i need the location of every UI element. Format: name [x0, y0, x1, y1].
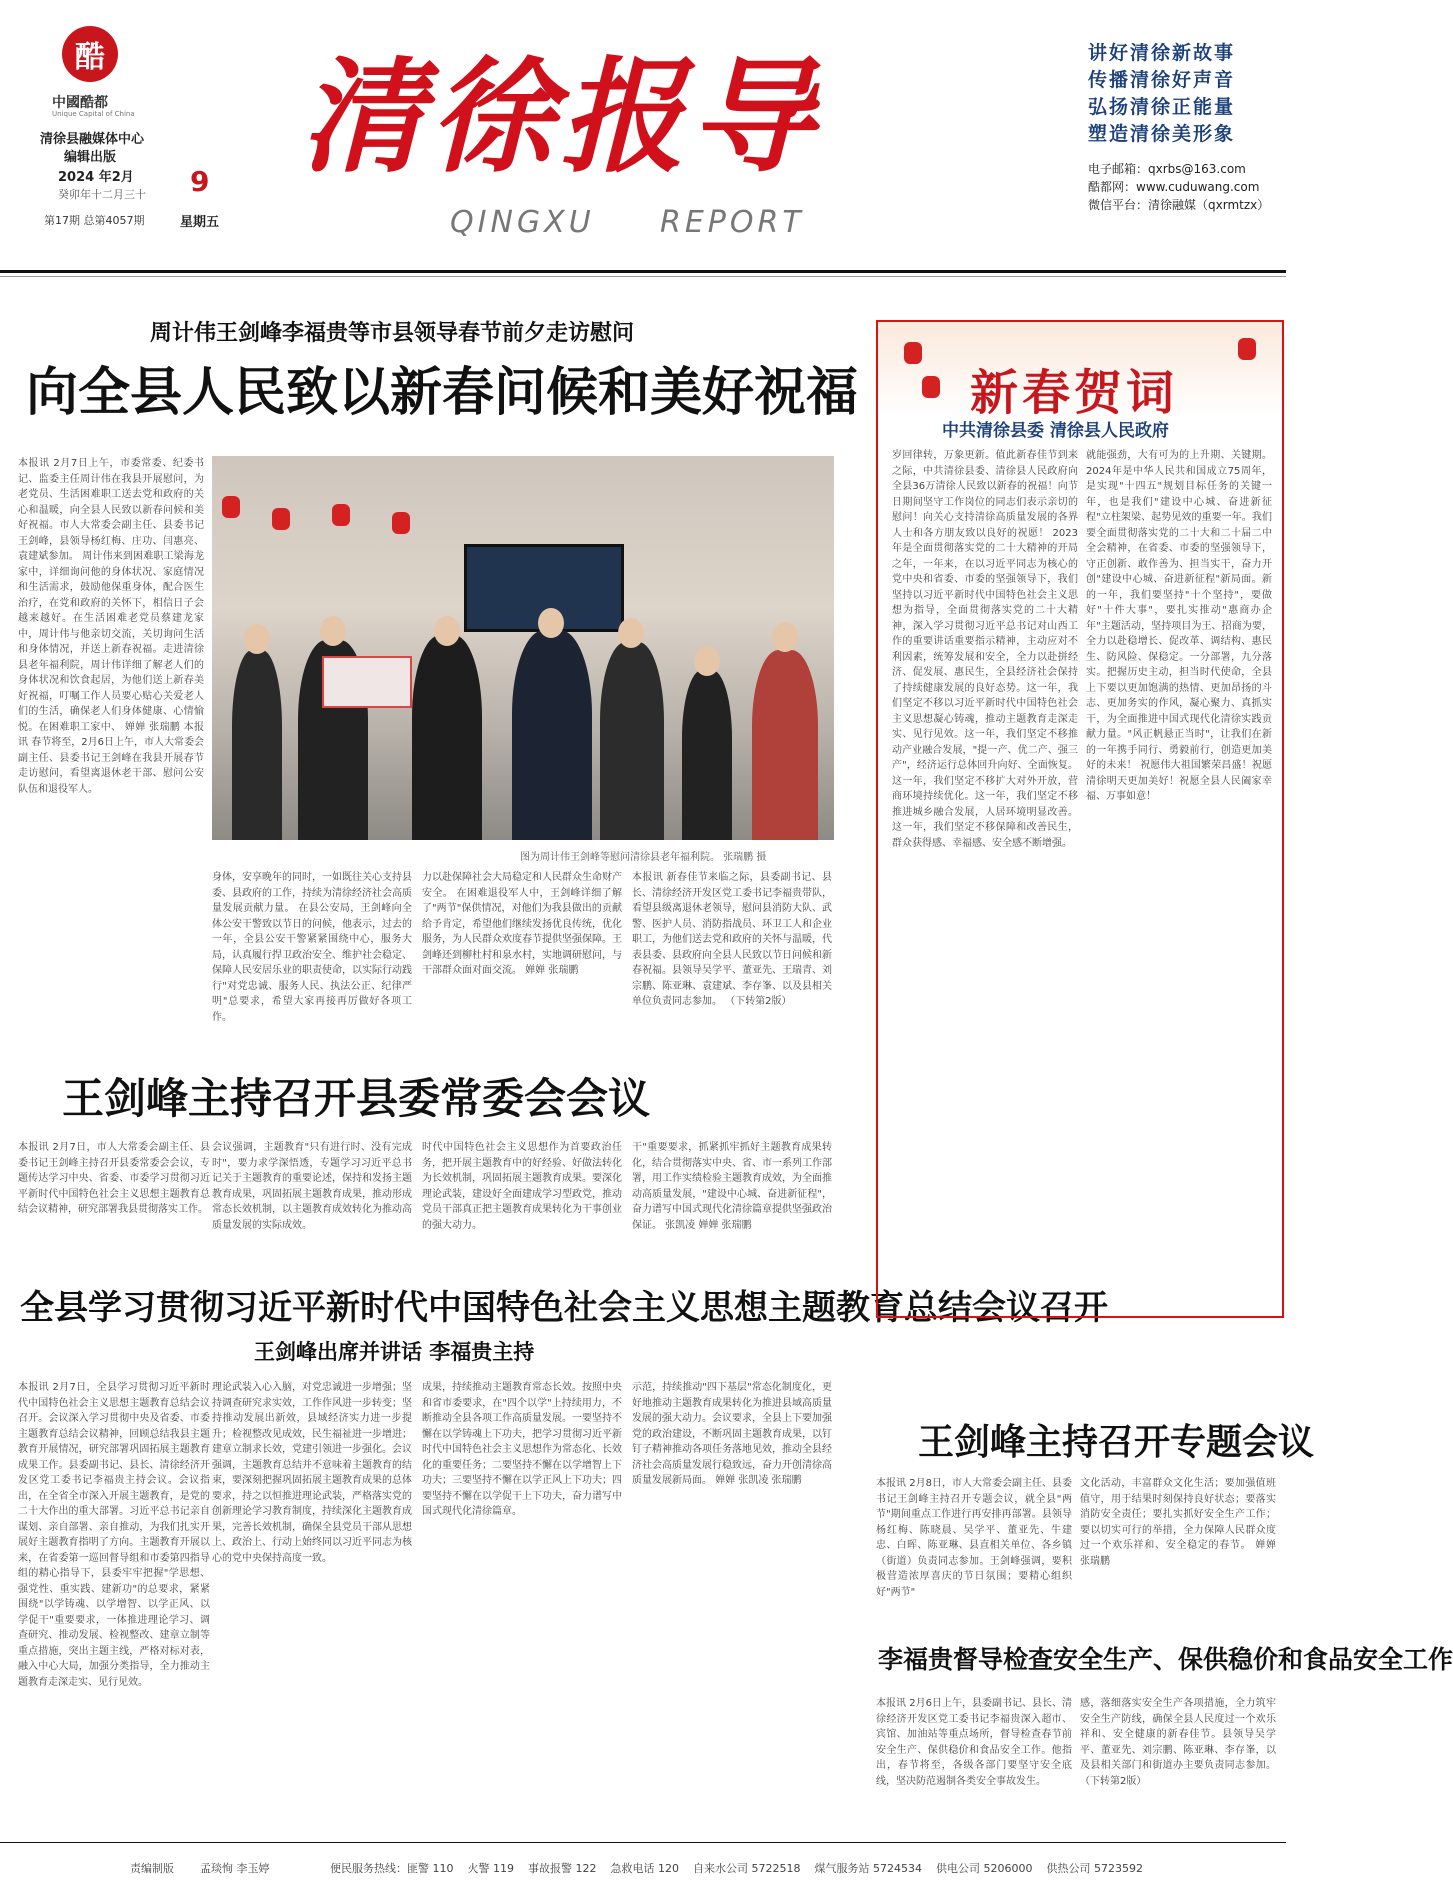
- hotline: 煤气服务站 5724534: [814, 1862, 922, 1875]
- header-rule-thin: [0, 276, 1286, 277]
- story4-col-2: 文化活动，丰富群众文化生活；要加强值班值守，用于结果时刻保持良好状态；要落实消防安全责任；要扎实抓好安全生产工作；要以切实可行的举措，全力保障人民群众度过一个欢乐祥和、安全稳定的春节。 婵婵 张瑞鹏: [1080, 1478, 1276, 1567]
- hotline: 供电公司 5206000: [936, 1862, 1033, 1875]
- hotline: 便民服务热线：匪警 110: [330, 1862, 454, 1875]
- story2-col-3: 时代中国特色社会主义思想作为首要政治任务，把开展主题教育中的好经验、好做法转化为长效机制，巩固拓展主题教育成果。要深化理论武装，建设好全面建成学习型政党，推动党员干部真正把主题教育成果转化为干事创业的强大动力。: [422, 1142, 622, 1231]
- lantern-icon: [922, 376, 940, 398]
- donation-board: [322, 656, 412, 708]
- person: [600, 642, 664, 840]
- new-year-greeting-box: [876, 320, 1284, 1318]
- photo-caption: 图为周计伟王剑峰等慰问清徐县老年福利院。 张瑞鹏 摄: [520, 852, 767, 863]
- person: [682, 670, 732, 840]
- head: [772, 622, 798, 652]
- hotline: 火警 119: [467, 1862, 514, 1875]
- greeting-col-2: 就能强劲，大有可为的上升期、关键期。2024年是中华人民共和国成立75周年，是实现"十四五"规划目标任务的关键一年，也是我们"建设中心城、奋进新征程"立柱架梁、起势见效的重要一年。我们要全面贯彻落实党的二十大和二十届二中全会精神，在省委、市委的坚强领导下，守正创新、敢作善为、担当实干，奋力开创"建设中心城、奋进新征程"新局面。新的一年，我们要坚持"十个坚持"，要做好"十件大事"，要扎实推动"惠商办企年"主题活动，坚持项目为王、招商为要，全力以赴稳增长、促改革、调结构、惠民生、防风险、保稳定。一分部署，九分落实。把握历史主动，担当时代使命，全县上下要以更加饱满的热情、更加昂扬的斗志、更加务实的作风，凝心聚力、真抓实干，为全面推进中国式现代化清徐实践贡献力量。"风正帆悬正当时"，让我们在新的一年携手同行、勇毅前行，创造更加美好的未来！ 祝愿伟大祖国繁荣昌盛！祝愿清徐明天更加美好！祝愿全县人民阖家幸福、万事如意！: [1086, 450, 1272, 802]
- greeting-col-1: 岁回律转，万象更新。值此新春佳节到来之际，中共清徐县委、清徐县人民政府向全县36万清徐人民致以新春的祝福！向节日期间坚守工作岗位的同志们表示亲切的慰问！向关心支持清徐高质量发展的各界人士和各方朋友致以良好的祝愿！ 2023年是全面贯彻落实党的二十大精神的开局之年，一年来，在以习近平同志为核心的党中央和省委、市委的坚强领导下，我们坚持以习近平新时代中国特色社会主义思想为指导，全面贯彻落实党的二十大精神，深入学习贯彻习近平总书记对山西工作的重要讲话重要指示精神，主动应对不利因素，统筹发展和安全，全力以赴拼经济、促发展、惠民生，全县经济社会保持了持续健康发展的良好态势。这一年，我们坚定不移以习近平新时代中国特色社会主义思想凝心铸魂，推动主题教育走深走实、见行见效。这一年，我们坚定不移推动产业融合发展，"提一产、优二产、强三产"，经济运行总体回升向好、全面恢复。这一年，我们坚定不移扩大对外开放，营商环境持续优化。这一年，我们坚定不移推进城乡融合发展，人居环境明显改善。这一年，我们坚定不移保障和改善民生，群众获得感、幸福感、安全感不断增强。: [892, 450, 1078, 849]
- lunar-date: 癸卯年十二月三十: [58, 188, 146, 201]
- hotline: 事故报警 122: [528, 1862, 597, 1875]
- story3-col-4: 示范，持续推动"四下基层"常态化制度化，更好地推动主题教育成果转化为推进县域高质量发展的强大动力。会议要求，全县上下要加强党的政治建设，不断巩固主题教育成果，以钉钉子精神推动各项任务落地见效，推动全县经济社会高质量发展行稳致远，奋力开创清徐高质量发展新局面。 婵婵 张凯凌 张瑞鹏: [632, 1382, 832, 1486]
- lead-col-3: 力以赴保障社会大局稳定和人民群众生命财产安全。 在困难退役军人中，王剑峰详细了解了"两节"保供情况，对他们为我县做出的贡献给予肯定，希望他们继续发扬优良传统，优化服务，为人民群众欢度春节提供坚强保障。王剑峰还到柳杜村和泉水村，实地调研慰问，与干部群众面对面交流。 婵婵 张瑞鹏: [422, 872, 622, 976]
- masthead-title: 清徐报导: [300, 45, 821, 190]
- masthead-en-report: REPORT: [660, 205, 805, 240]
- greeting-title: 新春贺词: [970, 365, 1179, 421]
- header-rule: [0, 270, 1286, 273]
- brand-en: Unique Capital of China: [52, 110, 135, 118]
- story4-col-1: 本报讯 2月8日，市人大常委会副主任、县委书记王剑峰主持召开专题会议，就全县"两节"期间重点工作进行再安排再部署。县领导杨红梅、陈晓晨、吴学平、董亚先、牛建忠、白晖、陈亚琳、县直相关单位、各乡镇（街道）负责同志参加。王剑峰强调，要积极营造浓厚喜庆的节日氛围；要精心组织好"两节": [876, 1478, 1072, 1598]
- story3-headline: 全县学习贯彻习近平新时代中国特色社会主义思想主题教育总结会议召开: [20, 1288, 1108, 1328]
- issue-number: 第17期 总第4057期: [44, 214, 145, 227]
- story2-col-2: 会议强调，主题教育"只有进行时、没有完成时"，要力求学深悟透，专题学习习近平总书记关于主题教育的重要论述，保持和发扬主题教育成果，巩固拓展主题教育成果，推动形成常态长效机制，以主题教育成效转化为推动高质量发展的实际成效。: [212, 1142, 412, 1231]
- story2-headline: 王剑峰主持召开县委常委会会议: [62, 1074, 651, 1123]
- story3-subhead: 王剑峰出席并讲话 李福贵主持: [254, 1339, 535, 1364]
- lantern-icon: [222, 496, 240, 518]
- lantern-icon: [392, 512, 410, 534]
- story3-col-1: 本报讯 2月7日，全县学习贯彻习近平新时代中国特色社会主义思想主题教育总结会议召开。会议深入学习贯彻中央及省委、市委主题教育总结会议精神，回顾总结我县主题教育开展情况，研究部署巩固拓展主题教育成果工作。县委副书记、县长、清徐经济开发区党工委书记李福贵主持会议。会议指出，在全省全市深入开展主题教育，是党的二十大作出的重大部署。习近平总书记亲自谋划、亲自部署、亲自推动，为我们扎实开展好主题教育指明了方向。主题教育开展以来，在省委第一巡回督导组和市委第四指导组的精心指导下，县委牢牢把握"学思想、强党性、重实践、建新功"的总要求，紧紧围绕"以学铸魂、以学增智、以学正风、以学促干"重要要求，一体推进理论学习、调查研究、推动发展、检视整改、建章立制等重点措施，突出主题主线，严格对标对表，融入中心大局，加强分类指导，全力推动主题教育走深走实、见行见效。: [18, 1382, 210, 1688]
- brand-cn: 中國酷都: [52, 95, 108, 111]
- lead-headline: 向全县人民致以新春问候和美好祝福: [26, 363, 859, 423]
- story4-headline: 王剑峰主持召开专题会议: [918, 1422, 1315, 1463]
- hotline: 自来水公司 5722518: [693, 1862, 801, 1875]
- slogan-line: 塑造清徐美形象: [1088, 123, 1236, 145]
- issue-date: 2024 年2月: [58, 170, 134, 185]
- footer-editor-names: 孟琰恂 李玉婷: [200, 1862, 270, 1875]
- person: [412, 635, 482, 840]
- story5-headline: 李福贵督导检查安全生产、保供稳价和食品安全工作: [878, 1645, 1453, 1674]
- head: [320, 616, 346, 646]
- story5-col-1: 本报讯 2月6日上午，县委副书记、县长、清徐经济开发区党工委书记李福贵深入超市、宾馆、加油站等重点场所，督导检查春节前安全生产、保供稳价和食品安全工作。他指出，春节将至，各级各部门要坚守安全底线，坚决防范遏制各类安全事故发生。: [876, 1698, 1072, 1787]
- edition-label: 编辑出版: [64, 150, 117, 165]
- head: [434, 616, 460, 646]
- story2-col-1: 本报讯 2月7日，市人大常委会副主任、县委书记王剑峰主持召开县委常委会会议，专题传达学习中央、省委、市委学习贯彻习近平新时代中国特色社会主义思想主题教育总结会议精神，研究部署我县贯彻落实工作。: [18, 1142, 210, 1215]
- hotline: 急救电话 120: [610, 1862, 679, 1875]
- head: [694, 646, 720, 676]
- lantern-icon: [1238, 338, 1256, 360]
- lead-kicker: 周计伟王剑峰李福贵等市县领导春节前夕走访慰问: [150, 320, 635, 346]
- footer-hotlines: [330, 1860, 1143, 1876]
- lantern-icon: [332, 504, 350, 526]
- lead-photo: [212, 456, 834, 840]
- lead-col-4: 本报讯 新春佳节来临之际，县委副书记、县长、清徐经济开发区党工委书记李福贵带队，看望县级离退休老领导，慰问县消防大队、武警、医护人员、消防指战员、环卫工人和企业职工，为他们送去党和政府的关怀与温暖，代表县委、县政府向全县人民致以节日问候和新春祝福。县领导吴学平、董亚先、王瑞青、刘宗鹏、陈亚琳、袁建斌、李存峯、以及县相关单位负责同志参加。 （下转第2版）: [632, 872, 832, 1007]
- story5-col-2: 感，落细落实安全生产各项措施，全力筑牢安全生产防线，确保全县人民度过一个欢乐祥和、安全健康的新春佳节。县领导吴学平、董亚先、刘宗鹏、陈亚琳、李存峯，以及县相关部门和街道办主要负责同志参加。 （下转第2版）: [1080, 1698, 1276, 1787]
- greeting-from: 中共清徐县委 清徐县人民政府: [942, 421, 1169, 441]
- cudu-seal: 酷: [62, 26, 118, 82]
- wechat: 微信平台：清徐融媒（qxrmtzx）: [1088, 198, 1270, 212]
- person: [232, 650, 282, 840]
- issue-day: 9: [190, 165, 210, 198]
- story3-col-2: 理论武装入心入脑，对党忠诚进一步增强；坚持调查研究求实效，工作作风进一步转变；坚持推动发展出新效，县域经济实力进一步提升；检视整改见成效，民生福祉进一步增进；建章立制求长效，党建引领进一步强化。会议强调，主题教育总结并不意味着主题教育的结束，要深刻把握巩固拓展主题教育成果的总体要求，持之以恒推进理论武装，严格落实党的创新理论学习教育制度，持续深化主题教育成果，完善长效机制，确保全县党员干部从思想上、政治上、行动上始终同以习近平同志为核心的党中央保持高度一致。: [212, 1382, 412, 1564]
- lantern-icon: [272, 508, 290, 530]
- slogans: [1088, 40, 1270, 148]
- head: [244, 624, 270, 654]
- slogan-line: 弘扬清徐正能量: [1088, 96, 1236, 118]
- website: 酷都网：www.cuduwang.com: [1088, 180, 1260, 194]
- contact-info: [1088, 160, 1269, 214]
- lantern-icon: [904, 342, 922, 364]
- lead-col-2: 身体，安享晚年的同时，一如既往关心支持县委、县政府的工作，持续为清徐经济社会高质量发展贡献力量。 在县公安局，王剑峰向全体公安干警致以节日的问候，他表示，过去的一年，全县公安干警紧紧围绕中心，服务大局，认真履行捍卫政治安全、维护社会稳定、保障人民安居乐业的职责使命，以实际行动践行"对党忠诚、服务人民、执法公正、纪律严明"总要求，希望大家再接再厉做好各项工作。: [212, 872, 412, 1023]
- person: [752, 650, 818, 840]
- email: 电子邮箱：qxrbs@163.com: [1088, 162, 1246, 176]
- head: [538, 608, 564, 638]
- story3-col-3: 成果，持续推动主题教育常态长效。按照中央和省市委要求，在"四个以学"上持续用力，不断推动全县各项工作高质量发展。一要坚持不懈在以学铸魂上下功夫，把学习贯彻习近平新时代中国特色社会主义思想作为常态化、长效化的重要任务；二要坚持不懈在以学增智上下功夫；三要坚持不懈在以学正风上下功夫；四要坚持不懈在以学促干上下功夫，奋力谱写中国式现代化清徐篇章。: [422, 1382, 622, 1517]
- footer-rule: [0, 1842, 1286, 1843]
- lead-col-1: 本报讯 2月7日上午，市委常委、纪委书记、监委主任周计伟在我县开展慰问，为老党员、生活困难职工送去党和政府的关心和温暖，向全县人民致以新春问候和美好祝福。市人大常委会副主任、县委书记王剑峰，县领导杨红梅、庄功、闫惠亮、袁建斌参加。 周计伟来到困难职工梁海龙家中，详细询问他的身体状况、家庭情况和生活需求，鼓励他保重身体，配合医生治疗，在党和政府的关怀下，相信日子会越来越好。在生活困难老党员蔡建龙家中，周计伟与他亲切交流，关切询问生活和身体情况，并送上新春祝福。走进清徐县老年福利院，周计伟详细了解老人们的身体状况和饮食起居，为他们送上新春美好祝福，叮嘱工作人员要心贴心关爱老人们的生活，确保老人们身体健康、心情愉悦。在困难职工家中、 婵婵 张瑞鹏 本报讯 春节将至，2月6日上午，市人大常委会副主任、县委书记王剑峰在我县开展春节走访慰问，看望离退休老干部、慰问公安队伍和退役军人。: [18, 458, 204, 795]
- weekday: 星期五: [180, 215, 220, 230]
- hotline: 供热公司 5723592: [1046, 1862, 1143, 1875]
- footer-editor: 责编制版: [130, 1862, 174, 1875]
- slogan-line: 讲好清徐新故事: [1088, 42, 1236, 64]
- publisher: 清徐县融媒体中心: [40, 132, 145, 147]
- head: [618, 618, 644, 648]
- person: [512, 630, 592, 840]
- slogan-line: 传播清徐好声音: [1088, 69, 1236, 91]
- masthead-en-qingxu: QINGXU: [450, 205, 595, 240]
- story2-col-4: 干"重要要求，抓紧抓牢抓好主题教育成果转化，结合贯彻落实中央、省、市一系列工作部署，用工作实绩检验主题教育成效，为全面推动高质量发展，"建设中心城、奋进新征程"，奋力谱写中国式现代化清徐篇章提供坚强政治保证。 张凯凌 婵婵 张瑞鹏: [632, 1142, 832, 1231]
